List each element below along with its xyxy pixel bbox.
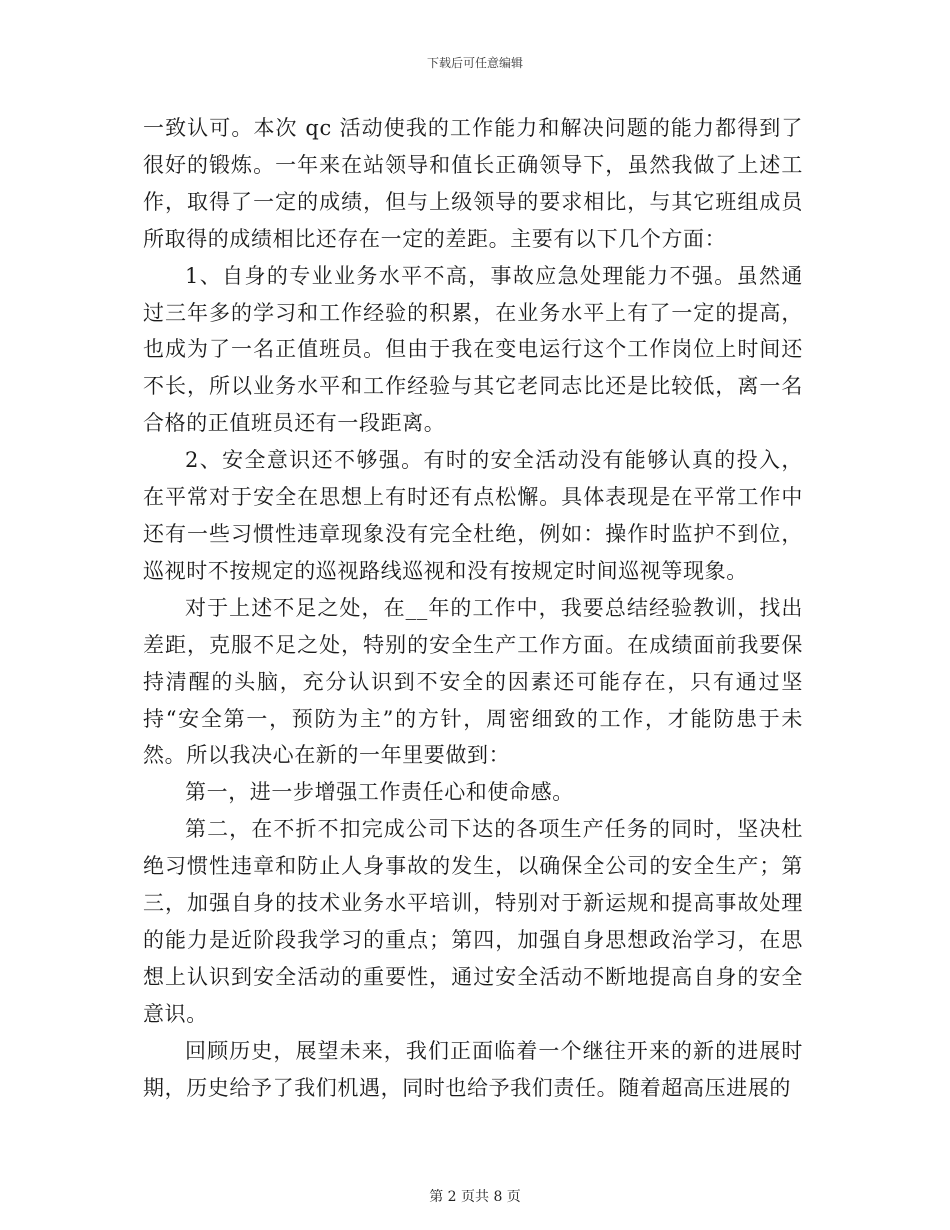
paragraph-3: 2、安全意识还不够强。有时的安全活动没有能够认真的投入，在平常对于安全在思想上有时还有点松懈。具体表现是在平常工作中还有一些习惯性违章现象没有完全杜绝，例如：操作时监护不到位，巡视时不按规定的巡视路线巡视和没有按规定时间巡视等现象。 [143, 448, 803, 583]
paragraph-2: 1、自身的专业业务水平不高，事故应急处理能力不强。虽然通过三年多的学习和工作经验的积累，在业务水平上有了一定的提高，也成为了一名正值班员。但由于我在变电运行这个工作岗位上时间还不长，所以业务水平和工作经验与其它老同志比还是比较低，离一名合格的正值班员还有一段距离。 [143, 263, 803, 436]
paragraph-7: 回顾历史，展望未来，我们正面临着一个继往开来的新的进展时期，历史给予了我们机遇，同时也给予我们责任。随着超高压进展的 [143, 1038, 803, 1100]
paragraph-5: 第一，进一步增强工作责任心和使命感。 [185, 780, 574, 805]
document-body [143, 110, 803, 1106]
paragraph-6: 第二，在不折不扣完成公司下达的各项生产任务的同时，坚决杜绝习惯性违章和防止人身事故的发生，以确保全公司的安全生产；第三，加强自身的技术业务水平培训，特别对于新运规和提高事故处理的能力是近阶段我学习的重点；第四，加强自身思想政治学习，在思想上认识到安全活动的重要性，通过安全活动不断地提高自身的安全意识。 [143, 817, 803, 1026]
paragraph-1: 一致认可。本次 qc 活动使我的工作能力和解决问题的能力都得到了很好的锻炼。一年来在站领导和值长正确领导下，虽然我做了上述工作，取得了一定的成绩，但与上级领导的要求相比，与其它班组成员所取得的成绩相比还存在一定的差距。主要有以下几个方面： [143, 116, 803, 251]
page-footer: 第 2 页共 8 页 [429, 1189, 521, 1205]
paragraph-4: 对于上述不足之处，在__年的工作中，我要总结经验教训，找出差距，克服不足之处，特别的安全生产工作方面。在成绩面前我要保持清醒的头脑，充分认识到不安全的因素还可能存在，只有通过坚持“安全第一，预防为主”的方针，周密细致的工作，才能防患于未然。所以我决心在新的一年里要做到： [143, 595, 803, 768]
page-header: 下载后可任意编辑 [426, 56, 523, 70]
